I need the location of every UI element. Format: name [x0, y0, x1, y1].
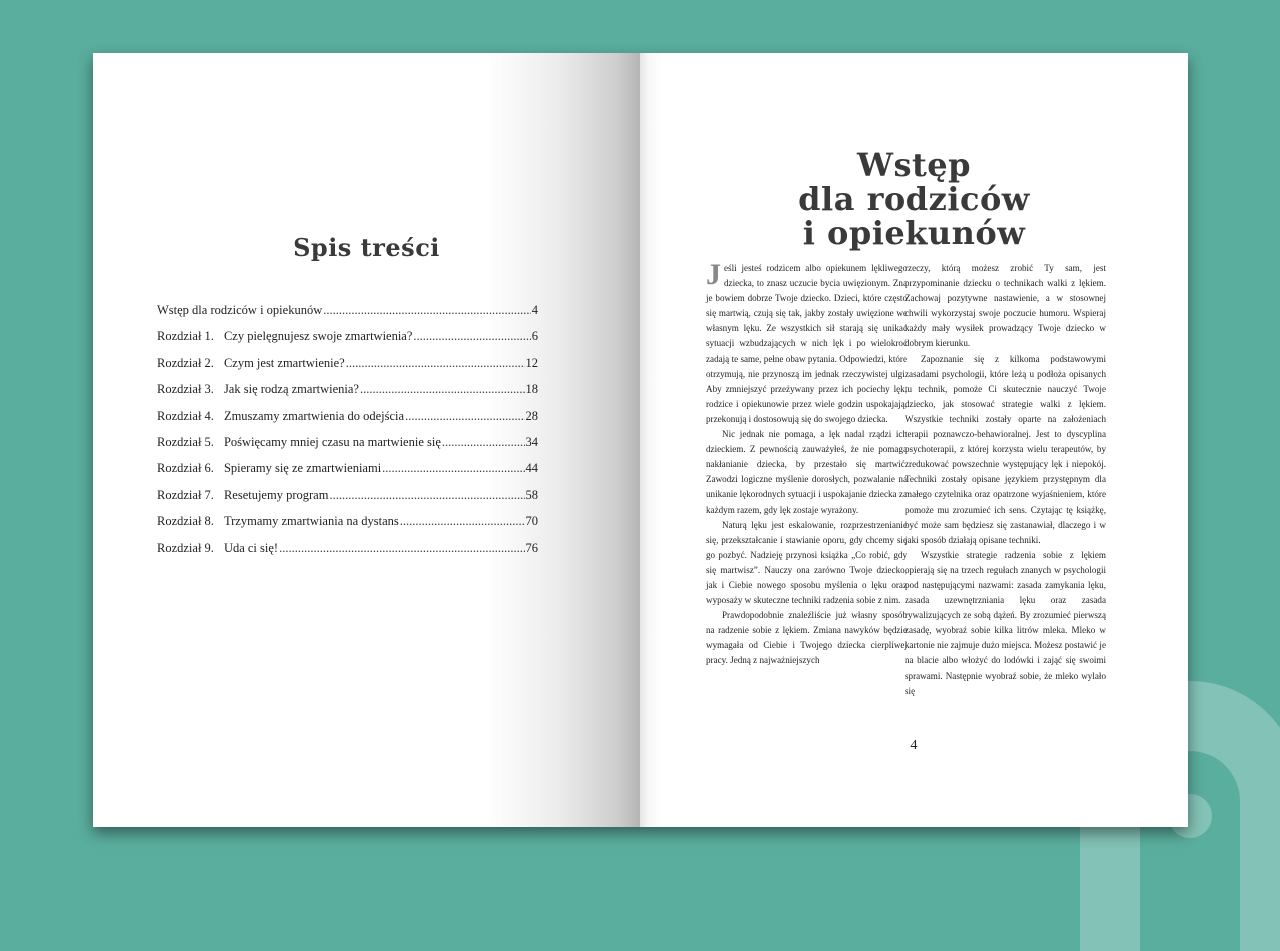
toc-item [157, 409, 538, 435]
toc-entry-title: Jak się rodzą zmartwienia? [223, 382, 359, 397]
toc-entry-title: Poświęcamy mniej czasu na martwienie się [223, 434, 441, 449]
text-column-left [706, 258, 907, 669]
paragraph: Wszystkie strategie radzenia sobie z lękiem opierają się na trzech regułach znanych w psychologii pod następującymi nazwami: zasada zamykania lęku, zasada uzewnętrzniania lęku oraz zasada rywalizujących ze sobą dążeń. By zrozumieć pierwszą zasadę, wyobraź sobie kilka litrów mleka. Mleko w kartonie nie zajmuje dużo miejsca. Możesz postawić je na blacie albo włożyć do lodówki i zająć się swoimi sprawami. Następnie wyobraź sobie, że mleko wylało się [905, 549, 1106, 696]
toc-item [157, 435, 538, 461]
toc-chapter-number: Rozdział 8. [157, 514, 214, 529]
table-of-contents [157, 303, 538, 567]
toc-entry-title: Zmuszamy zmartwienia do odejścia [223, 408, 405, 423]
toc-item [157, 514, 538, 540]
toc-leader-dots [442, 435, 525, 450]
open-book [93, 53, 1188, 827]
toc-page-number: 18 [525, 382, 538, 397]
toc-item [157, 461, 538, 487]
page-number: 4 [910, 738, 918, 753]
toc-chapter-number: Rozdział 7. [157, 487, 214, 502]
toc-leader-dots [346, 356, 525, 371]
left-page [93, 53, 640, 827]
paragraph: Zapoznanie się z kilkoma podstawowymi zasadami psychologii, które leżą u podłoża opisanych tu technik, pomoże Ci skutecznie nauczyć Twoje dziecko, jak stosować strategie walki z lękiem. Wszystkie techniki zostały oparte na założeniach terapii poznawczo-behawioralnej. Jest to dyscyplina psychoterapii, z której korzysta wielu terapeutów, by zredukować powszechnie występujący lęk i niepokój. Techniki zostały opisane językiem przystępnym dla małego czytelnika oraz opatrzone wyjaśnieniem, które pomoże mu zrozumieć ich sens. Czytając tę książkę, być może sam będziesz się zastanawiał, dlaczego i w jaki sposób działają opisane techniki. [905, 353, 1106, 545]
toc-leader-dots [382, 461, 524, 476]
chapter-title-line: dla rodziców [798, 180, 1030, 218]
toc-item [157, 541, 538, 567]
toc-leader-dots [360, 382, 525, 397]
toc-entry-title: Uda ci się! [223, 540, 279, 555]
toc-entry-title: Czym jest zmartwienie? [223, 355, 345, 370]
toc-page-number: 12 [525, 355, 538, 370]
paragraph: rzeczy, którą możesz zrobić Ty sam, jest przypominanie dziecku o technikach walki z lękiem. Zachowaj pozytywne nastawienie, a w stosownej chwili wykorzystaj swoje poczucie humoru. Wspieraj każdy mały wysiłek prowadzący Twoje dziecko w dobrym kierunku. [905, 263, 1106, 349]
toc-page-number: 76 [525, 540, 538, 555]
toc-item [157, 488, 538, 514]
drop-cap: J [706, 258, 721, 291]
toc-chapter-number: Rozdział 2. [157, 355, 214, 370]
toc-page-number: 28 [525, 408, 538, 423]
toc-leader-dots [405, 409, 524, 424]
toc-leader-dots [329, 488, 524, 503]
chapter-title-line: i opiekunów [802, 214, 1026, 252]
toc-page-number: 34 [525, 434, 538, 449]
toc-leader-dots [323, 303, 531, 318]
toc-item [157, 356, 538, 382]
toc-leader-dots [400, 514, 525, 529]
toc-entry-title: Czy pielęgnujesz swoje zmartwienia? [223, 329, 413, 344]
toc-entry-title: Resetujemy program [223, 487, 329, 502]
toc-item [157, 329, 538, 355]
toc-page-number: 44 [525, 461, 538, 476]
paragraph: Jeśli jesteś rodzicem albo opiekunem lękliwego dziecka, to znasz uczucie bycia uwięzionym. Zna je bowiem dobrze Twoje dziecko. Dzieci, które często się martwią, czują się tak, jakby zostały uwięzione we własnym lęku. Ze wszystkich sił starają się unikać sytuacji wzbudzających w nich lęk i po wielokroć zadają te same, pełne obaw pytania. Odpowiedzi, które otrzymują, nie przynoszą im jednak rzeczywistej ulgi. Aby zmniejszyć przeżywany przez ich pociechy lęk, rodzice i opiekunowie przez wiele godzin uspokajają, przekonują i dostosowują się do swojego dziecka. [706, 258, 907, 424]
chapter-title-line: Wstęp [857, 146, 971, 184]
toc-chapter-number: Rozdział 1. [157, 329, 214, 344]
chapter-title [640, 148, 1188, 250]
paragraph: Prawdopodobnie znaleźliście już własny sposób na radzenie sobie z lękiem. Zmiana nawyków będzie wymagała od Ciebie i Twojego dziecka cierpliwej pracy. Jedną z najważniejszych [706, 610, 907, 666]
toc-leader-dots [413, 329, 530, 344]
toc-item [157, 303, 538, 329]
toc-page-number: 6 [531, 329, 538, 344]
toc-item [157, 382, 538, 408]
toc-chapter-number: Rozdział 9. [157, 540, 214, 555]
toc-chapter-number: Rozdział 5. [157, 434, 214, 449]
toc-entry-title: Spieramy się ze zmartwieniami [223, 461, 382, 476]
toc-chapter-number: Rozdział 4. [157, 408, 214, 423]
toc-title: Spis treści [293, 233, 440, 262]
toc-page-number: 70 [525, 514, 538, 529]
paragraph: Naturą lęku jest eskalowanie, rozprzestrzenianie się, przekształcanie i stawianie oporu, gdy chcemy się go pozbyć. Nadzieję przynosi książka „Co robić, gdy się martwisz”. Nauczy ona zarówno Twoje dziecko, jak i Ciebie nowego sposobu myślenia o lęku oraz wyposaży w skuteczne techniki radzenia sobie z nim. [706, 519, 907, 606]
toc-chapter-number: Rozdział 3. [157, 382, 214, 397]
paragraph: Nic jednak nie pomaga, a lęk nadal rządzi ich dzieckiem. Z pewnością zauważyłeś, że nie pomaga nakłanianie dziecka, by przestało się martwić. Zawodzi logiczne myślenie dorosłych, pozwalanie na unikanie lękorodnych sytuacji i uspokajanie dziecka za każdym razem, gdy lęk zostaje wyrażony. [706, 429, 907, 515]
text-column-right [905, 261, 1106, 699]
toc-page-number: 4 [531, 303, 538, 317]
right-page [640, 53, 1188, 827]
toc-leader-dots [279, 541, 524, 556]
toc-entry-title: Wstęp dla rodziców i opiekunów [157, 303, 323, 317]
toc-chapter-number: Rozdział 6. [157, 461, 214, 476]
toc-entry-title: Trzymamy zmartwiania na dystans [223, 514, 399, 529]
toc-page-number: 58 [525, 487, 538, 502]
